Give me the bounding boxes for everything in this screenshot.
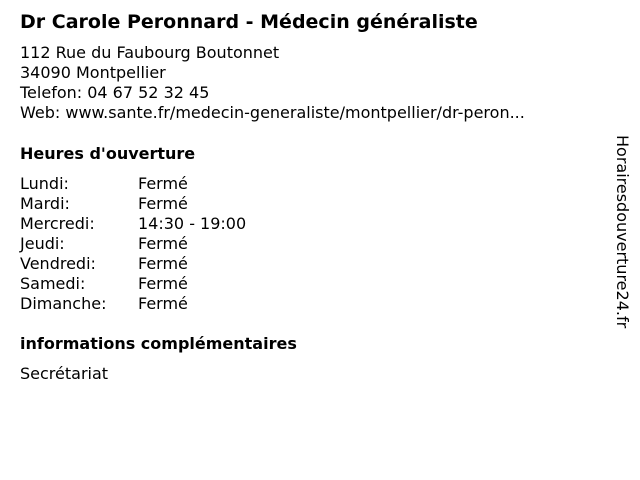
site-watermark: Horairesdouverture24.fr [613, 135, 632, 329]
hours-value: Fermé [138, 234, 188, 253]
website-link[interactable]: Web: www.sante.fr/medecin-generaliste/montpellier/dr-peron... [20, 103, 525, 122]
hours-value: Fermé [138, 254, 188, 273]
phone-number: Telefon: 04 67 52 32 45 [20, 83, 210, 102]
day-label: Vendredi: [20, 254, 96, 273]
day-label: Samedi: [20, 274, 86, 293]
day-label: Lundi: [20, 174, 69, 193]
day-label: Mardi: [20, 194, 70, 213]
hours-value: Fermé [138, 294, 188, 313]
hours-value: Fermé [138, 274, 188, 293]
opening-hours-heading: Heures d'ouverture [20, 144, 196, 163]
day-label: Jeudi: [20, 234, 65, 253]
address-city: 34090 Montpellier [20, 63, 166, 82]
day-label: Dimanche: [20, 294, 107, 313]
day-label: Mercredi: [20, 214, 95, 233]
hours-value: Fermé [138, 174, 188, 193]
contact-block [20, 43, 525, 123]
hours-value: 14:30 - 19:00 [138, 214, 247, 233]
page-title: Dr Carole Peronnard - Médecin généraliste [20, 11, 478, 33]
hours-value: Fermé [138, 194, 188, 213]
additional-info-text: Secrétariat [20, 364, 109, 383]
address-street: 112 Rue du Faubourg Boutonnet [20, 43, 280, 62]
additional-info-heading: informations complémentaires [20, 334, 297, 353]
